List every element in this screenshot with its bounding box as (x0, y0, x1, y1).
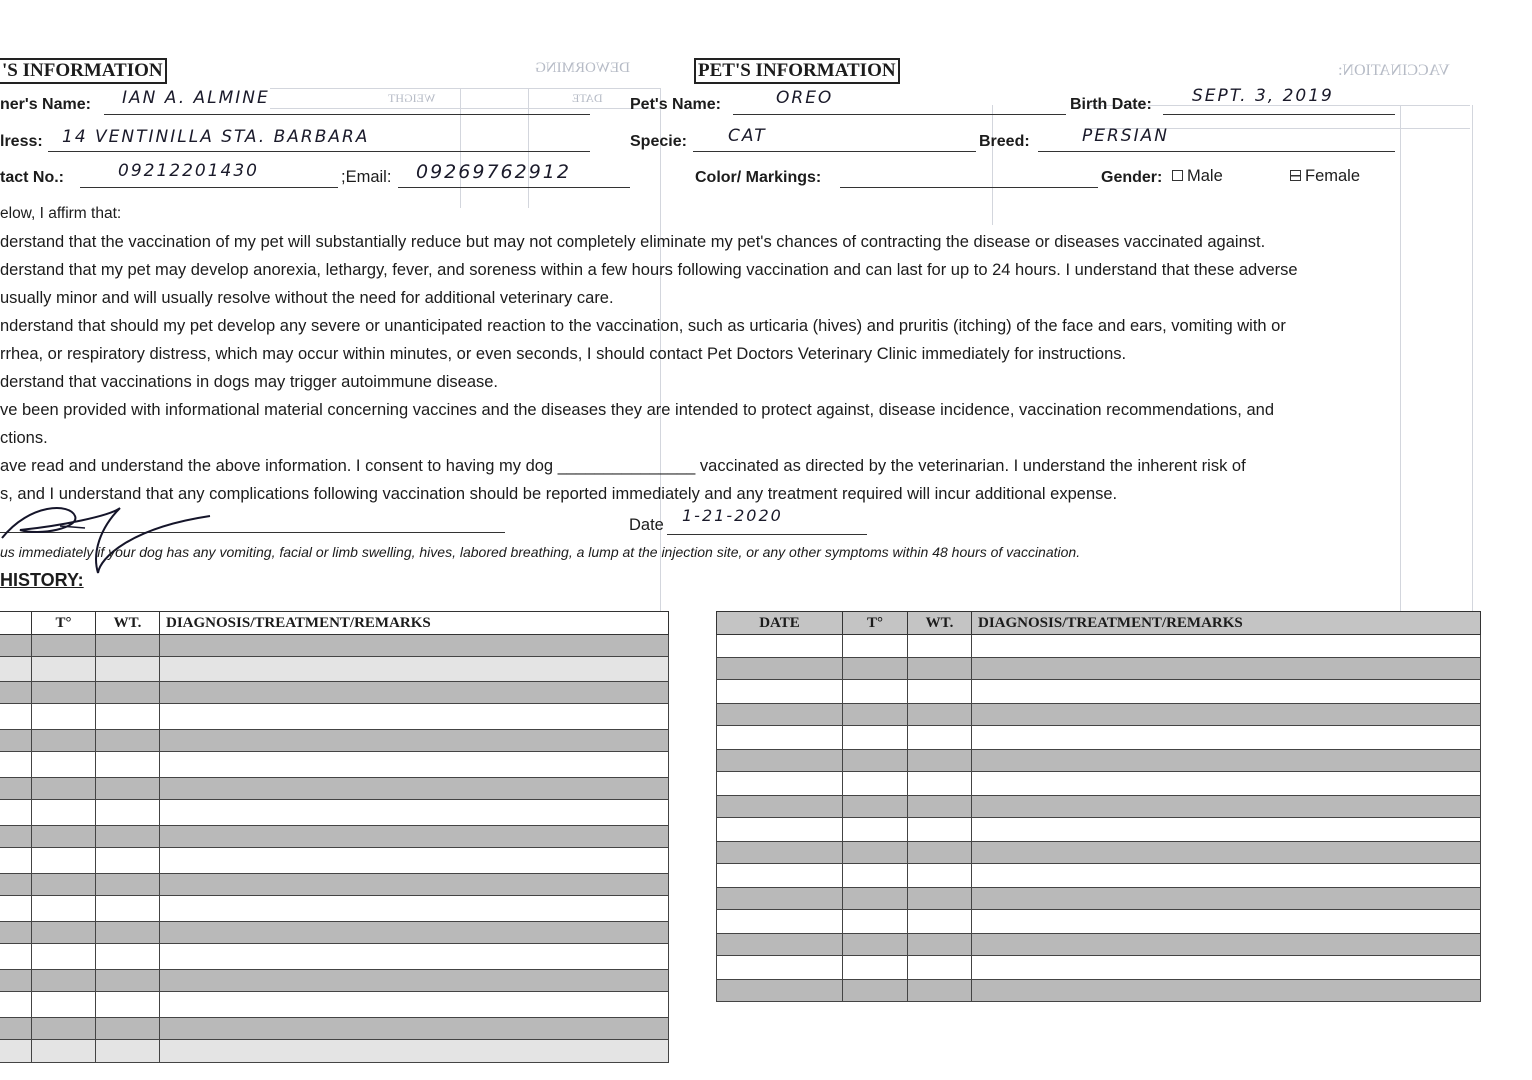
bleed-grid-v2 (528, 88, 529, 208)
gender-female-option[interactable] (1286, 162, 1360, 190)
bleed-date: DATE (572, 91, 603, 105)
birth-date-line (1163, 114, 1395, 115)
table-row[interactable] (717, 980, 1481, 1002)
table-row[interactable] (0, 704, 669, 730)
history-table-left (0, 611, 669, 1063)
table-row[interactable] (0, 922, 669, 944)
bleed-grid-v4 (1400, 105, 1401, 625)
bleed-grid-v1 (460, 88, 461, 208)
owner-email-value[interactable]: 09269762912 (416, 161, 571, 183)
table-row[interactable] (0, 970, 669, 992)
table-row[interactable] (0, 944, 669, 970)
birth-date-value[interactable]: SEPT. 3, 2019 (1192, 86, 1334, 106)
table-row[interactable] (717, 726, 1481, 750)
bleed-vaccination: VACCINATION: (1338, 62, 1450, 79)
owner-name-value[interactable]: IAN A. ALMINE (122, 88, 270, 108)
table-row[interactable] (0, 800, 669, 826)
affirm-line: nderstand that should my pet develop any severe or unanticipated reaction to the vaccination, such as urticaria (hives) and pruritis (itching) of the face and ears, vomiting with or (0, 317, 1286, 335)
gender-male-label: Male (1187, 167, 1223, 185)
birth-date-label: Birth Date: (1070, 96, 1152, 113)
specie-value[interactable]: CAT (728, 126, 767, 146)
owner-email-line (398, 187, 630, 188)
right-col-date: DATE (717, 612, 843, 635)
table-row[interactable] (717, 934, 1481, 956)
owner-section-title: 'S INFORMATION (0, 58, 167, 84)
owner-contact-value[interactable]: 09212201430 (118, 161, 259, 181)
owner-address-label: lress: (0, 133, 43, 150)
owner-contact-label: tact No.: (0, 169, 64, 186)
affirm-line: derstand that vaccinations in dogs may trigger autoimmune disease. (0, 373, 499, 391)
bleed-grid-v5 (1472, 105, 1473, 665)
table-row[interactable] (717, 750, 1481, 772)
table-row[interactable] (0, 1040, 669, 1063)
bleed-weight: WEIGHT (388, 91, 436, 105)
bleed-grid-h2 (270, 108, 660, 109)
table-row[interactable] (0, 778, 669, 800)
table-row[interactable] (717, 888, 1481, 910)
table-row[interactable] (717, 635, 1481, 658)
affirm-line: derstand that the vaccination of my pet will substantially reduce but may not completely eliminate my pet's chances of contracting the disease or diseases vaccinated against. (0, 233, 1266, 251)
left-col-remarks: DIAGNOSIS/TREATMENT/REMARKS (160, 612, 669, 635)
left-col-date (0, 612, 32, 635)
pet-section-title: PET'S INFORMATION (694, 58, 900, 84)
date-label: Date (629, 516, 664, 534)
history-title: HISTORY: (0, 570, 84, 590)
right-col-remarks: DIAGNOSIS/TREATMENT/REMARKS (972, 612, 1481, 635)
table-row[interactable] (717, 864, 1481, 888)
bleed-deworming: DEWORMING (535, 60, 630, 76)
table-row[interactable] (0, 826, 669, 848)
affirm-line: ctions. (0, 429, 48, 447)
table-row[interactable] (0, 896, 669, 922)
owner-name-line (104, 114, 590, 115)
table-row[interactable] (717, 910, 1481, 934)
table-row[interactable] (717, 818, 1481, 842)
affirm-line: s, and I understand that any complications following vaccination should be reported immediately and any treatment required will incur additional expense. (0, 485, 1118, 503)
history-table-right (716, 611, 1481, 1002)
breed-label: Breed: (979, 133, 1030, 150)
affirm-lines (0, 228, 1298, 508)
female-checkbox[interactable] (1290, 170, 1301, 181)
history-header-row (0, 612, 669, 635)
bleed-grid-h1 (270, 88, 660, 89)
date-line (667, 534, 867, 535)
breed-line (1038, 151, 1395, 152)
contact-note: us immediately if your dog has any vomiting, facial or limb swelling, hives, labored breathing, a lump at the injection site, or any other symptoms within 48 hours of vaccination. (0, 544, 1081, 560)
table-row[interactable] (717, 796, 1481, 818)
table-row[interactable] (0, 1018, 669, 1040)
pet-name-value[interactable]: OREO (776, 88, 834, 108)
bleed-grid-v6 (992, 105, 993, 225)
breed-value[interactable]: PERSIAN (1082, 126, 1169, 146)
affirm-line: ve been provided with informational material concerning vaccines and the diseases they are intended to protect against, disease incidence, vaccination recommendations, and (0, 401, 1275, 419)
owner-address-line (48, 151, 590, 152)
table-row[interactable] (717, 704, 1481, 726)
table-row[interactable] (0, 657, 669, 682)
color-markings-line (840, 187, 1098, 188)
affirm-intro: elow, I affirm that: (0, 205, 122, 222)
table-row[interactable] (0, 848, 669, 874)
male-checkbox[interactable] (1172, 170, 1183, 181)
right-col-weight: WT. (908, 612, 972, 635)
table-row[interactable] (0, 992, 669, 1018)
gender-male-option[interactable] (1168, 162, 1223, 190)
pet-name-label: Pet's Name: (630, 96, 721, 113)
owner-contact-line (80, 187, 338, 188)
affirm-line: ave read and understand the above information. I consent to having my dog _______________ vaccinated as directed by the veterinarian. I understand the inherent risk of (0, 457, 1246, 475)
table-row[interactable] (717, 842, 1481, 864)
table-row[interactable] (0, 635, 669, 657)
affirm-line: usually minor and will usually resolve without the need for additional veterinary care. (0, 289, 614, 307)
specie-label: Specie: (630, 133, 687, 150)
owner-email-label: ;Email: (341, 168, 392, 186)
date-value[interactable]: 1-21-2020 (682, 506, 783, 525)
gender-female-label: Female (1305, 167, 1361, 185)
owner-address-value[interactable]: 14 VENTINILLA STA. BARBARA (62, 127, 370, 147)
table-row[interactable] (717, 680, 1481, 704)
right-col-temp: T° (843, 612, 908, 635)
table-row[interactable] (0, 730, 669, 752)
specie-line (693, 151, 976, 152)
owner-name-label: ner's Name: (0, 96, 91, 113)
gender-label: Gender: (1101, 169, 1163, 186)
table-row[interactable] (0, 874, 669, 896)
color-markings-label: Color/ Markings: (695, 169, 822, 186)
table-row[interactable] (717, 658, 1481, 680)
history-header-row (717, 612, 1481, 635)
pet-name-line (733, 114, 1066, 115)
table-row[interactable] (717, 772, 1481, 796)
affirm-line: derstand that my pet may develop anorexia, lethargy, fever, and soreness within a few hours following vaccination and can last for up to 24 hours. I understand that these adverse (0, 261, 1298, 279)
table-row[interactable] (0, 682, 669, 704)
affirm-line: rrhea, or respiratory distress, which may occur within minutes, or even seconds, I should contact Pet Doctors Veterinary Clinic immediately for instructions. (0, 345, 1127, 363)
left-col-weight: WT. (96, 612, 160, 635)
left-col-temp: T° (32, 612, 96, 635)
table-row[interactable] (717, 956, 1481, 980)
table-row[interactable] (0, 752, 669, 778)
